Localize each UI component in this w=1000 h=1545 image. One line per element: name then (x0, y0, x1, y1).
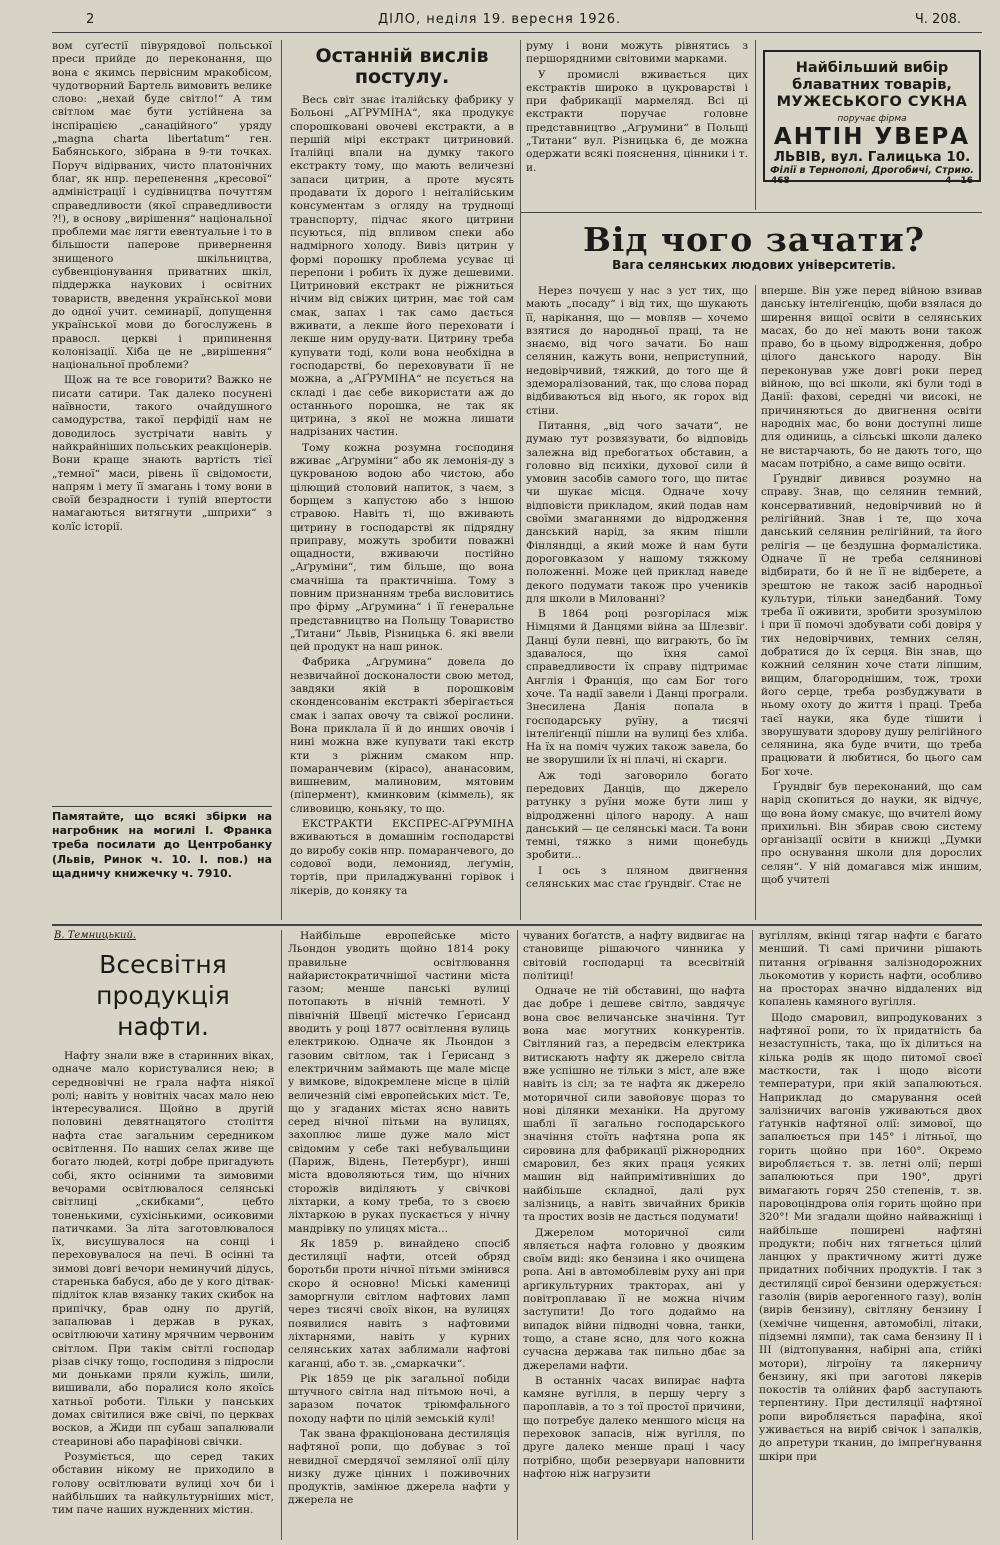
paragraph: Одначе не тій обставині, що нафта дає добре і дешеве світло, завдячує вона своє величанське значіння. Тут вона має могутних конкурентів. Світляний газ, а передвсім електрика витискають нафту як джерело світла вже успішно не тільки з міст, але вже навіть із сіл; за те нафта як джерело моторичної сили завойовує щораз то нові ділянки механіки. На другому шаблі її загально господарського значіння стоїть нафтяна ропа як сировина для фабрикації ріжнородних смаровил, без яких праця усяких машин від найпримітивніших до найбільше складної, далі рух залізниць, а навіть звичайних бриків та простих возів не дасться подумати! (523, 985, 745, 1224)
article-start-col-a (526, 285, 748, 920)
paragraph: Фабрика „Аґрумина“ довела до незвичайної досконалости свою метод, завдяки якій в порошковім сконденсованім екстракті зберігається смак і запах овочу та свіжої рослини. Вона приклала її й до инших овочів і нині можна вже купувати такі екстр кти з ріжним смаком нпр. помаранчевим (кірасо), ананасовим, вишневим, малиновим, мятовим (піпермент), кминковим (кіммель), як сливовицю, коньяку, то що. (290, 656, 514, 815)
paragraph: Ґрундвіґ був переконаний, що сам нарід скопиться до науки, як відчує, що вона йому смакує, що вчителі йому прихильні. Він збирав свою систему організації освіти в книжці „Думки про оснування школи для дорослих селян“. У ній домагався між иншим, щоб учителі (761, 780, 982, 887)
ad-address: ЛЬВІВ, вул. Галицька 10. (773, 149, 971, 165)
issue-number: Ч. 208. (914, 12, 961, 27)
paragraph: Ґрундвіґ дивився розумно на справу. Знав, що селянин темний, консервативний, недовірчивий но й релігійний. Знав і те, що хоча данський селянин релігійний, та його релігія — це бездушна формалістика. Одначе її не треба селянинові відбирати, бо й не її не відберете, а зрештою не також засіб народньої культури, тільки занедбаний. Тому треба її оживити, зробити зрозумілою і при її помочі здобувати собі довіря у тих недовірчивих, темних селян, добратися до їх серця. Він знав, що кожний селянин хоче стати ліпшим, вищим, благороднішим, тож, трохи його серце, треба розбуджувати в ньому охоту до життя і праці. Треба таєї науки, яка буде тішити і зворушувати здорову душу релігійного селянина, яка буде вчити, що треба працювати й любитися, бо цього сам Бог хоче. (761, 473, 982, 778)
column-divider (281, 40, 282, 920)
paragraph: Так звана фракціонована дестиляція нафтяної ропи, що добуває з тої невидної смердячої земляної олії цілу низку дуже цінних і поживочних продуктів, замінюе джерела нафти у джерела не (288, 1427, 510, 1507)
article-title: Від чого зачати? (582, 222, 926, 259)
paragraph: Рік 1859 це рік загальної побіди штучного світла над пітьмою ночі, а заразом початок тріюмфального походу нафти по цілій земській кулі! (288, 1372, 510, 1425)
header-rule (52, 32, 982, 33)
advertisement-uvera (763, 50, 981, 186)
ad-numbers (765, 176, 979, 186)
paragraph: І ось з пляном двигнення селянських мас стає ґрундвіґ. Стає не (526, 864, 748, 891)
paragraph: В останніх часах випирає нафта камяне вугілля, в першу чергу з пароплавів, а то з тої простої причини, що потребує далеко меншого місця на переховок запасів, ніж вугілля, по друге далеко менше праці і часу потрібно, щоби резервуари наповнити нафтою ніж нагрузити (523, 1374, 745, 1480)
paragraph: Нафту знали вже в старинних віках, одначе мало користувалися нею; в середновічні не грала нафта ніякої ролі; навіть у новітніх часах мало нею інтересувалися. Щойно в другій половині девятнацятого століття нафта стає загальним середником освітлення. По нашиx селах живе ще богато людей, котрі добре пригадують собі, якто осінними та зимовими вечорами освітлювалося селянські світлиці „скибками“, цебто тоненькими, сухісінькими, осиковими патичками. За літа заготовлювалося їх, висушувалося на сонці і переховувалося на печі. В осінні та зимові довгі вечори неминучий дідусь, старенька бабуся, або де у кого дітвак-підліток клав вязанку таких скибок на припічку, брав одну по другій, запалював і держав в руках, освітлюючи хатину мрячним червоним світлом. При такім світлі господар різав січку тощо, господиня з підросли ми доньками пряли кужіль, шили, вишивали, або поралися коло якоїсь хатньої роботи. Тільки у панських домах світилися вже свічі, по церквах восков, а Жиди пп субаш запалювали стеаринові або парафінові свічки. (52, 1050, 274, 1448)
ad-number-left: 468 (771, 176, 790, 186)
paragraph: чуваних боґатств, а нафту видвигає на становище рішаючого чинника у світовій господарці та всесвітній політиці! (523, 930, 745, 982)
section-rule (521, 212, 982, 213)
ad-line: Найбільший вибір (795, 60, 949, 76)
paragraph: Весь світ знає італійську фабрику у Больоні „АҐРУМІНА“, яка продукує спорошковані овочеві екстракти, а в першій мірі екстракт цитриновий. Італійці впали на думку такого екстракту тому, що мають величезні запаси цитрин, а проте мусять продавати їх дорого і неіталійським консументам з огляду на труднощі транспорту, підчас якого цитрини псуються, під впливом спеки або надмірного холоду. Вивіз цитрин у формі порошку проблема усуває ці перепони і робить їх дуже дешевими. Цитриновий екстракт не ріжниться нічим від свіжих цитрин, має той сам смак, запах і так само дається вживати, а лекше його переховати і лекше ним оруду-вати. Цитрину треба купувати тоді, коли вона необхідна в господарстві, бо переховувати її не можна, а „АҐРУМІНА“ не псується на складі і дає себе використати аж до останнього порошка, не так як цитрина, з якої не можна лишати надрізаних частин. (290, 94, 514, 439)
masthead: ДІЛО, неділя 19. вересня 1926. (378, 12, 622, 27)
paragraph: вугіллям, вкінці тягар нафти є багато менший. Ті самі причини рішають питання оґрівання залізнодорожних льокомотив у користь нафти, особливо на просторах значно віддалених від копалень камяного вугілля. (759, 930, 982, 1009)
paragraph: Щож на те все говорити? Важко не писати сатири. Так далеко посунені наївности, такого очайдушного самодурства, такої перфідії нам не доводилось зустрічати навіть у найкрайніших польських реакціонерів. Вони краще знають вартість тієї „темної“ маси, рівень її свідомости, напрям і мету її змагань і тому вони в своїй безрадности і тупій впертости намагаються витягнути „шприхи“ з колїс історії. (52, 374, 272, 533)
paragraph: Щодо смаровил, випродукованих з нафтяної ропи, то їх придатність ба незаступність, така, що їх ділиться на кілька родів як щодо питомої своєї масткости, так і щодо вісоти температури, при якій запалюються. Наприклад до смарування осей залізничих вагонів уживаються двох ґатунків нафтяної олії: зимової, що запалюється при 145° і літньої, що горить щойно при 160°. Окремо виробляється т. зв. летні олії; перші запалюються при 190°, другі вимагають горяч 250 степенів, т. зв. паровоціндрова олія горить щойно при 320°! Ми згадали щойно найважніщі і найбільше поширені нафтяні продукти; побіч них тягнеться цілий ланцюх у практичному житті дуже придатних побічних продуктів. І так з дестиляції сирої бензини одержується: газолін (вирів аерогенного газу), волін (вирів бензину), світляну бензину І (хемічне чищення, автомобілі, літаки, підземні лямпи), так сама бензину ІІ і ІІІ (відтопування, набірні апа, стійкі мотори), лігроїну та лякерничу бензину, які при заготові лякерів покостів та олійних фарб заступають терпентину. При дестиляції нафтяної ропи виробляється парафіна, якої уживається на виріб свічок і запалків, до апретури тканин, до імпреґнування шкіри при (759, 1011, 982, 1463)
column-divider (755, 285, 756, 920)
section-rule-thick (52, 924, 982, 926)
paragraph: Питання, „від чого зачати“, не думаю тут розвязувати, бо відповідь залежна від пребогатьох обставин, а головно від психіки, духової сили й умовин засобів самого того, що питає чи шукає місця. Одначе хочу відповісти прикладом, який подав нам своїми змаганнями до відродження данський нарід, за яким пішли Фінляндці, а який може й нам бути дороговказом у нашому тяжкому положенні. Може цей приклад наведе декого подумати також про учеників для школи в Милованні? (526, 419, 748, 605)
ad-line: поручає фірма (837, 114, 907, 124)
article-oil-col-2 (288, 930, 510, 1540)
paragraph: вперше. Він уже перед війною взивав данську інтеліґенцію, щоби взялася до ширення вищої освіти в селянських масах, бо до неї мають вони також право, бо в цьому відродження, добро цілого данського народу. Він переконував уже довгі роки перед війною, що всі школи, які були тоді в Данії: фахові, середні чи високі, не причиняються до двигнення освіти народніх мас, бо вони доступні лише для одиниць, а сільські школи далеко не вистарчають, бо не дають того, що масам потрібно, а саме вищо освіти. (761, 285, 982, 470)
article-agrumina (290, 46, 514, 921)
article-agrumina-continued (526, 40, 748, 190)
paragraph: У промислі вживається цих екстрактів широко в цукроварстві і при фабрикації мармеляд. Всі ці екстракти поручає головне представництво „Аґрумини“ в Польщі „Титани“ вул. Різницька 6, де можна одержати всякі пояснення, цінники і т. и. (526, 68, 748, 174)
column-divider (281, 930, 282, 1540)
paragraph: вом суґестії півурядової польської преси прийде до переконання, що вона є якимсь первісним мракобісом, чудотворний Бартель вимовить велике слово: „нехай буде світло!“ А тим світлом має бути устійнена за інспірацією „санаційного“ уряду „magna charta libertatum“ ген. Бабянського, зібрана в 9-ти точках. Поруч відірваних, чисто платонічних благ, як нпр. перепенення „кресової“ адміністрації і судівництва почуттям справедливости (якої справедливости ?!), в основу „вирішення“ національної проблеми має лягти евентуальне і то в більшости паперове привернення знищеного шкільництва, субвенціонування приватних шкіл, піддержка наукових і освітних товариств, введення української мови до одної учит. семинарії, допущення української мови до богослужень в правосл. церкві і припинення колонізації. Хіба це не „вирішення“ національної проблеми? (52, 40, 272, 372)
article-start-heading (526, 222, 982, 282)
notice-rule-top (52, 806, 272, 807)
article-oil-col-1 (52, 930, 274, 1540)
paragraph: Тому кожна розумна господиня вживає „Аґруміни“ або як лемонія-ду з цукрованою водою або чистою, або цілющий столовий напиток, з чаєм, з борщем з капустою або з іншою стравою. Навіть ті, що вживають цитрину в господарстві як підрядну приправу, можуть зробити поважні ощадности, вживаючи постійно „Аґруміни“, тим більше, що вона смачніша та практичніша. Тому з повним признанням треба висловитись про фірму „Аґрумина“ і її ґенеральне представництво на Польщу Товариство „Титани“ Львів, Різницька 6. які ввели цей продукт на наш ринок. (290, 441, 514, 654)
paragraph: Найбільше европейське місто Льондон уводить щойно 1814 року правильне освітлювання найаристократичнішої частини міста газом; менше панські вулиці потопають в нічній темноті. У північній Швеції містечко Ґерисанд вводить у році 1877 освітлення вулиць електрикою. Одначе як Льондон з газовим світлом, так і Ґерисанд з електричним займають ще мале місце у вимкове, відокремлене місце в цілій величезній сімі европейських міст. Те, що у згаданих містах ясно навить серед нічної пітьми на вулицях, захоплює лише дуже мало міст свідомим у себе такі небувальщини (Париж, Відень, Петербург), инші міста вдоволяються тим, що нічних сторожів виділяють у свічкові ліхтарки, а кому треба, то з своєю ліхтаркою в руках пускається у нічну мандрівку по улицях міста... (288, 930, 510, 1235)
column-divider (517, 930, 518, 1540)
paragraph: Нерез почуєш у нас з уст тих, що мають „посаду“ і від тих, що шукають її, нарікання, що — мовляв — хочемо взятися до народньої праці, та не знаємо, від чого зачати. Бо наш селянин, кажуть вони, неприступний, недовірчивий, тяжкий, до того ще й здеморалізований, так, що слова порад відбиваються від нього, як горох від стіни. (526, 285, 748, 417)
paragraph: руму і вони можуть рівнятись з першорядними світовими марками. (526, 40, 748, 66)
paragraph: ЕКСТРАКТИ ЕКСПРЕС-АҐРУМІНА вживаються в домашнім господарстві до виробу соків нпр. помаранчевого, до содової води, лемонияд, леґумін, тортів, при приладжуванні горівок і лікерів, до коняку та (290, 818, 514, 897)
column-politics (52, 40, 272, 600)
article-byline: В. Темницький. (54, 930, 137, 941)
ad-branches: Філії в Тернополі, Дрогобичі, Стрию. (770, 165, 974, 176)
ad-line: блаватних товарів, (792, 77, 952, 93)
franko-notice: Памятайте, що всякі збірки на нагробник на могилі І. Франка треба посилати до Центробанку (Львів, Ринок ч. 10. І. пов.) на щадничу книжечку ч. 7910. (52, 810, 272, 880)
article-oil-col-3 (523, 930, 745, 1540)
ad-line: МУЖЕСЬКОГО СУКНА (776, 94, 968, 110)
column-divider (520, 40, 521, 920)
column-divider (752, 930, 753, 1540)
page-header (86, 12, 961, 30)
page-number: 2 (86, 12, 95, 27)
column-divider (755, 40, 756, 210)
article-title: Всесвітня продукція нафти. (96, 950, 230, 1041)
paragraph: В 1864 році розгорілася між Німцями й Данцями війна за Шлезвіґ. Данці були певні, що виграють, бо їм здавалося, що їхня самої справедливости їх справу підтримає Англія і Франція, що сам Бог того хоче. Та надії завели і Данці програли. Знесилена Данія попала в господарську руїну, а тисячі інтеліґенції пішли на вулиці без хліба. На їх на поміч чужих також завела, бо не зворушили їх ні плачі, ні скарги. (526, 608, 748, 767)
article-start-col-b (761, 285, 982, 920)
paragraph: Розуміється, що серед таких обставин нікому не приходило в голову освітлювати вулиці хоч би і найбільших та найкультурніших міст, тим паче наших нужденних містин. (52, 1450, 274, 1517)
paragraph: Як 1859 р. винайдено спосіб дестиляції нафти, отсей обряд боротьби проти нічної пітьми змінився скоро й основно! Міські камениці заморгнули світлом нафтових ламп через тисячі своїх вікон, на вулицях появилися навіть з нафтовими ліхтарнями, навіть у курних селянських хатах заблимали нафтові каганці, або т. зв. „смаркачки“. (288, 1237, 510, 1370)
article-title: Останній вислів постулу. (315, 46, 489, 88)
article-subtitle: Вага селянських людових університетів. (612, 258, 896, 272)
ad-number-right: 4—16 (945, 176, 973, 186)
paragraph: Джерелом моторичної сили являється нафта головно у двояким своїм виді: яко бензина і яко очищена ропа. Ані в автомобілевім руху ані при арґикультурних тракторах, ані у повітроплаваю її не можна нічим заступити! До того додаймо на випадок війни підводні човна, танки, тощо, а стане ясно, для чого кожна сучасна держава так пильно дбає за джерелами нафти. (523, 1226, 745, 1372)
article-oil-col-4 (759, 930, 982, 1540)
paragraph: Аж тоді заговорило богато передових Данців, що джерело ратунку з руїни може бути лиш у відродженні цілого народу. А наш данський — це селянські маси. Та вони темні, тяжко з ними щонебудь зробити... (526, 769, 748, 862)
ad-firm-name: АНТІН УВЕРА (773, 124, 971, 150)
